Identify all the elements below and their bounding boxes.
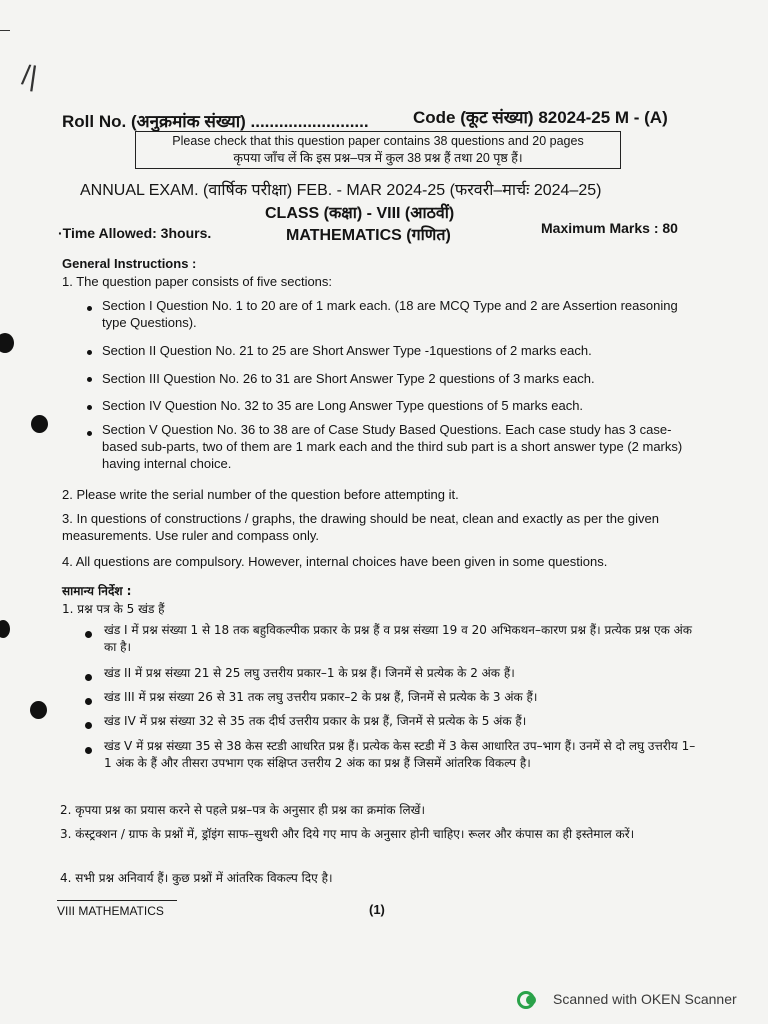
hindi-section-item: खंड II में प्रश्न संख्या 21 से 25 लघु उत्तरीय प्रकार–1 के प्रश्न हैं। जिनमें से प्रत्येक के 2 अंक हैं। (104, 666, 515, 680)
bullet-icon (87, 377, 92, 382)
punch-hole (31, 415, 48, 433)
bullet-icon (85, 631, 92, 638)
time-allowed: ·Time Allowed: 3hours. (58, 225, 212, 241)
oken-scanner-logo-icon (517, 991, 539, 1009)
footer-divider (57, 900, 177, 901)
hindi-instruction-item: 3. कंस्ट्रक्शन / ग्राफ के प्रश्नों में, ड्रॉइंग साफ–सुथरी और दिये गए माप के अनुसार होनी चाहिए। रूलर और कंपास का ही इस्तेमाल करें। (60, 827, 635, 841)
section-item: Section V Question No. 36 to 38 are of Case Study Based Questions. Each case study has 3 case-based sub-parts, two of them are 1 mark each and the third sub part is a short answer type (2 marks) having internal choice. (102, 422, 683, 471)
scanner-watermark: Scanned with OKEN Scanner (553, 991, 737, 1007)
punch-hole (0, 333, 14, 353)
paper-code-label: Code (कूट संख्या) 82024-25 M - (A) (413, 108, 668, 127)
bullet-icon (85, 698, 92, 705)
handwritten-mark: /| (19, 59, 40, 92)
hindi-instruction-item: 4. सभी प्रश्न अनिवार्य हैं। कुछ प्रश्नों में आंतरिक विकल्प दिए है। (60, 871, 333, 885)
bullet-icon (85, 674, 92, 681)
hindi-section-item: खंड V में प्रश्न संख्या 35 से 38 केस स्टडी आधरित प्रश्न हैं। प्रत्येक केस स्टडी में 3 केस आधारित उप–भाग हैं। उनमें से दो लघु उत्तरीय 1–1 अंक के हैं और तीसरा उपभाग एक संक्षिप्त उत्तरीय 2 अंक का प्रश्न हैं जिसमें आंतरिक विकल्प है। (104, 739, 696, 770)
page-count-notice (135, 131, 621, 169)
roll-number-label: Roll No. (अनुक्रमांक संख्या) ......................... (62, 112, 369, 131)
hindi-section-item: खंड IV में प्रश्न संख्या 32 से 35 तक दीर्घ उत्तरीय प्रकार के प्रश्न हैं, जिनमें से प्रत्येक के 5 अंक हैं। (104, 714, 527, 728)
general-instructions-heading: General Instructions : (62, 256, 197, 271)
instruction-item: 1. The question paper consists of five sections: (62, 274, 333, 289)
bullet-icon (85, 722, 92, 729)
exam-title: ANNUAL EXAM. (वार्षिक परीक्षा) FEB. - MAR 2024-25 (फरवरी–मार्चः 2024–25) (80, 182, 602, 199)
page-number: (1) (369, 902, 385, 917)
section-item: Section II Question No. 21 to 25 are Short Answer Type -1questions of 2 marks each. (102, 343, 592, 358)
hindi-instruction-item: 1. प्रश्न पत्र के 5 खंड हैं (62, 602, 165, 616)
punch-hole (0, 620, 10, 638)
instruction-item: 3. In questions of constructions / graphs, the drawing should be neat, clean and exactly as per the given measurements. Use ruler and compass only. (62, 511, 659, 543)
hindi-section-item: खंड I में प्रश्न संख्या 1 से 18 तक बहुविकल्पीक प्रकार के प्रश्न हैं व प्रश्न संख्या 19 व 20 अभिकथन–कारण प्रश्न हैं। प्रत्येक प्रश्न एक अंक का है। (104, 623, 693, 654)
footer-subject: VIII MATHEMATICS (57, 904, 164, 918)
notice-hindi: कृपया जाँच लें कि इस प्रश्न–पत्र में कुल 38 प्रश्न हैं तथा 20 पृष्ठ हैं। (233, 151, 523, 165)
bullet-icon (87, 431, 92, 436)
bullet-icon (87, 405, 92, 410)
bullet-icon (87, 350, 92, 355)
instruction-item: 4. All questions are compulsory. However, internal choices have been given in some questions. (62, 554, 608, 569)
bullet-icon (87, 306, 92, 311)
section-item: Section III Question No. 26 to 31 are Short Answer Type 2 questions of 3 marks each. (102, 371, 595, 386)
notice-english: Please check that this question paper contains 38 questions and 20 pages (172, 134, 584, 148)
section-item: Section IV Question No. 32 to 35 are Long Answer Type questions of 5 marks each. (102, 398, 584, 413)
hindi-section-item: खंड III में प्रश्न संख्या 26 से 31 तक लघु उत्तरीय प्रकार–2 के प्रश्न हैं, जिनमें से प्रत्येक के 3 अंक हैं। (104, 690, 538, 704)
bullet-icon (85, 747, 92, 754)
section-item: Section I Question No. 1 to 20 are of 1 mark each. (18 are MCQ Type and 2 are Assertion reasoning type Questions). (102, 298, 678, 330)
punch-hole (30, 701, 47, 719)
class-line: CLASS (कक्षा) - VIII (आठवीं) (265, 205, 455, 222)
corner-mark (0, 30, 10, 31)
hindi-instructions-heading: सामान्य निर्देश : (62, 584, 132, 598)
maximum-marks: Maximum Marks : 80 (541, 220, 678, 236)
subject-title: MATHEMATICS (गणित) (286, 227, 451, 244)
hindi-instruction-item: 2. कृपया प्रश्न का प्रयास करने से पहले प्रश्न–पत्र के अनुसार ही प्रश्न का क्रमांक लिखें। (60, 803, 425, 817)
instruction-item: 2. Please write the serial number of the question before attempting it. (62, 487, 459, 502)
